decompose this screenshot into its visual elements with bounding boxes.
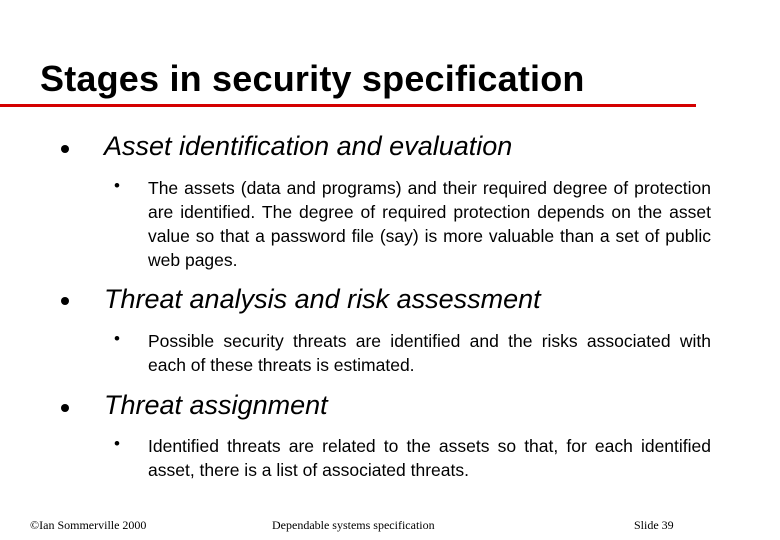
sub-bullet-marker: • <box>114 329 120 348</box>
bullet-dot <box>61 297 69 305</box>
footer-course-title: Dependable systems specification <box>272 518 435 532</box>
sub-bullet-marker: • <box>114 434 120 453</box>
sub-bullet-marker: • <box>114 176 120 195</box>
bullet-heading: Threat analysis and risk assessment <box>104 284 541 314</box>
bullet-detail: Possible security threats are identified and the risks associated with each of these threats is estimated. <box>148 331 711 375</box>
bullet-heading: Asset identification and evaluation <box>104 131 513 161</box>
title-underline <box>0 104 696 107</box>
footer-copyright: ©Ian Sommerville 2000 <box>30 518 147 532</box>
slide-title: Stages in security specification <box>40 58 585 99</box>
bullet-detail: The assets (data and programs) and their required degree of protection are identified. The degree of required protection depends on the asset value so that a password file (say) is more valuable than a set of public web pages. <box>148 178 711 270</box>
bullet-dot <box>61 145 69 153</box>
bullet-dot <box>61 404 69 412</box>
bullet-detail: Identified threats are related to the assets so that, for each identified asset, there is a list of associated threats. <box>148 436 711 480</box>
bullet-heading: Threat assignment <box>104 390 328 420</box>
footer-slide-number: Slide 39 <box>634 518 674 532</box>
